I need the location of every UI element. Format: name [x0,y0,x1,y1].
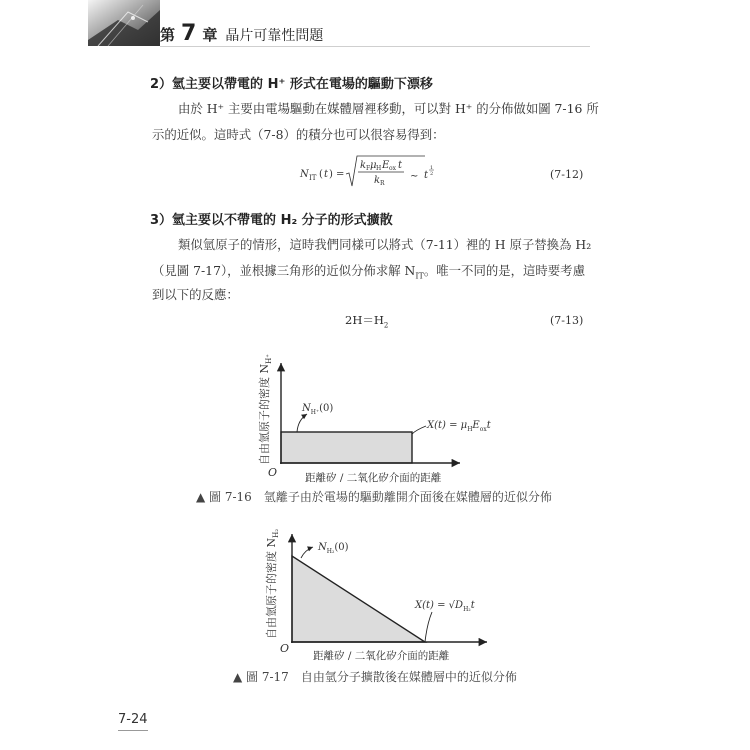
figure-7-16 [240,350,491,490]
fig16-ylabel: 自由氫原子的密度 $N_{H^+}$ [258,354,273,465]
svg-text:=: = [336,169,345,180]
section-3-line-2-tail: 。唯一不同的是，這時要考慮 [423,263,585,278]
fig16-annot-right: $X(t) = \mu_HE_{ox}t$ [427,420,491,433]
figure-7-17-caption: ▲ 圖 7-17 自由氫分子擴散後在媒體層中的近似分佈 [233,670,517,684]
header-rule [160,46,590,47]
fig16-xlabel: 距離矽 / 二氧化矽介面的距離 [305,472,442,484]
header-photo [88,0,160,46]
svg-text:t: t [424,170,429,181]
section-3-line-3: 到以下的反應： [152,287,239,302]
equation-7-12 [300,150,450,198]
fig17-annot-left: $N_{H_2}(0)$ [318,542,349,555]
page-number-rule [118,730,148,731]
page-number: 7-24 [118,712,148,727]
svg-text:R: R [380,180,385,187]
svg-text:k: k [374,175,381,186]
svg-text:2: 2 [430,171,434,177]
svg-text:IT: IT [309,174,317,182]
svg-text:N: N [300,169,309,180]
fig16-distribution-area [281,432,412,463]
chapter-title: 晶片可靠性問題 [225,28,324,44]
svg-text:1: 1 [430,165,434,171]
svg-text:∼: ∼ [410,171,419,182]
svg-text:(: ( [319,169,323,180]
equation-7-13-sub: 2 [383,321,389,330]
section-3-line-2-sub: IT [415,271,424,281]
equation-7-13-body: 2H＝H [345,313,384,327]
equation-7-13-number: (7-13) [550,314,584,327]
fig16-origin: O [268,466,278,479]
fig17-distribution-area [292,556,425,642]
fig16-annot-left: $N_{H^+}(0)$ [302,403,334,416]
svg-text:): ) [329,169,333,180]
chapter-number: 7 [181,21,197,46]
chapter-suffix: 章 [202,26,218,44]
svg-text:E: E [382,160,390,171]
fig17-annot-left-leader [301,547,313,558]
svg-text:k: k [360,160,367,171]
fig17-xlabel: 距離矽 / 二氧化矽介面的距離 [313,650,450,662]
svg-text:μ: μ [370,160,377,171]
fig17-ylabel: 自由氫原子的密度 $N_{H_2}$ [265,528,280,639]
chapter-header [160,21,323,46]
fig17-annot-right: $X(t) = √D_{H_2}t$ [415,600,475,613]
svg-text:F: F [366,165,371,172]
svg-text:ox: ox [389,165,396,172]
fig16-annot-right-leader [412,426,426,434]
figure-7-17 [255,524,495,664]
fig16-annot-left-leader [297,414,307,432]
fig17-origin: O [280,642,290,655]
fig17-annot-right-leader [425,612,432,642]
equation-7-12-number: (7-12) [550,168,584,181]
svg-text:t: t [324,169,329,180]
figure-7-16-caption: ▲ 圖 7-16 氫離子由於電場的驅動離開介面後在媒體層的近似分佈 [196,490,552,504]
chapter-prefix: 第 [160,26,176,44]
equation-7-13 [345,312,388,329]
section-3-line-2-head: （見圖 7-17），並根據三角形的近似分佈求解 N [152,263,416,278]
section-2-line-1: 由於 H⁺ 主要由電場驅動在媒體層裡移動，可以對 H⁺ 的分佈做如圖 7-16 所 [178,101,599,116]
section-3-heading: 3）氫主要以不帶電的 H₂ 分子的形式擴散 [150,213,393,228]
section-2-line-2: 示的近似。這時式（7-8）的積分也可以很容易得到： [152,127,445,142]
section-2-heading: 2）氫主要以帶電的 H⁺ 形式在電場的驅動下漂移 [150,77,433,92]
svg-text:t: t [398,160,403,171]
svg-text:H: H [376,165,382,172]
section-3-line-1: 類似氫原子的情形，這時我們同樣可以將式（7-11）裡的 H 原子替換為 H₂ [178,237,592,252]
